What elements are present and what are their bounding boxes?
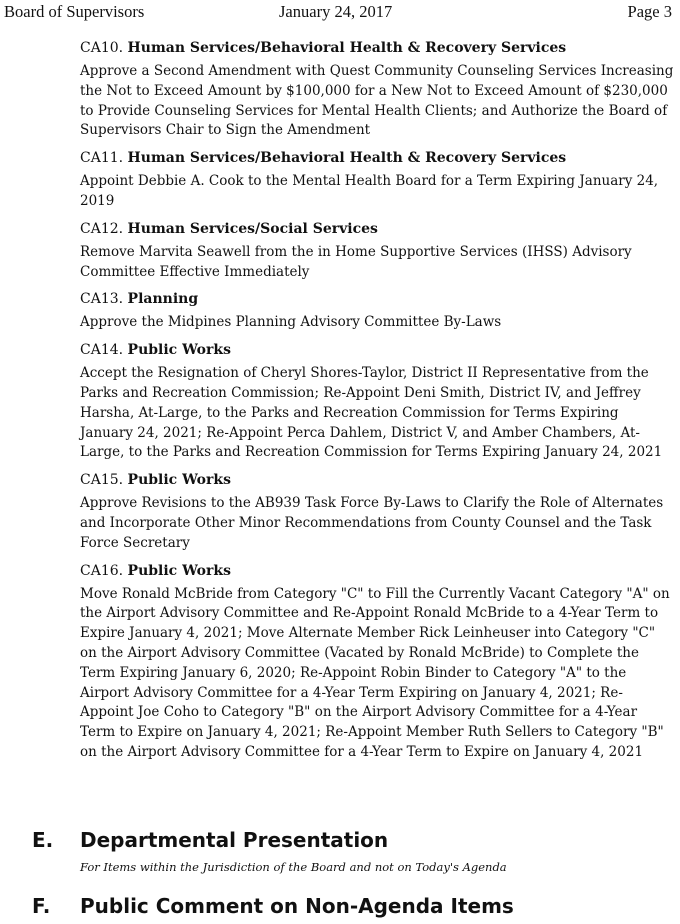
agenda-item-department: Human Services/Behavioral Health & Recovery Services (127, 40, 567, 56)
agenda-item-code: CA13. (80, 291, 124, 308)
agenda-item-code: CA10. (80, 40, 124, 56)
section-letter: E. (32, 828, 54, 852)
agenda-item-code: CA16. (80, 562, 124, 579)
agenda-item-description: Accept the Resignation of Cheryl Shores-Taylor, District II Representative from the Parks and Recreation Commission; Re-Appoint Deni Smith, District IV, and Jeffrey Harsha, At-Large, to the Parks and Recreation Commission for Terms Expiring January 24, 2021; Re-Appoint Perca Dahlem, District V, and Amber Chambers, At-Large, to the Parks and Recreation Commission for Terms Expiring January 24, 2021 (80, 365, 663, 461)
consent-agenda-items (80, 38, 674, 770)
agenda-item-ca15 (80, 470, 674, 553)
agenda-item-heading (80, 561, 674, 581)
agenda-item-code: CA14. (80, 342, 124, 359)
agenda-item-department: Planning (127, 291, 199, 308)
section-subtitle: For Items within the Jurisdiction of the Board and not on Today's Agenda (80, 860, 507, 874)
agenda-item-department: Human Services/Social Services (127, 220, 378, 237)
agenda-item-heading (80, 219, 674, 239)
agenda-item-description: Approve a Second Amendment with Quest Community Counseling Services Increasing the Not to Exceed Amount by $100,000 for a New Not to Exceed Amount of $230,000 to Provide Counseling Services for Mental Health Clients; and Authorize the Board of Supervisors Chair to Sign the Amendment (80, 63, 674, 139)
agenda-item-description: Remove Marvita Seawell from the in Home Supportive Services (IHSS) Advisory Committee Effective Immediately (80, 243, 632, 280)
agenda-item-department: Public Works (127, 472, 231, 489)
agenda-item-description: Approve the Midpines Planning Advisory Committee By-Laws (80, 314, 502, 331)
page-header (4, 2, 672, 24)
header-date: January 24, 2017 (279, 2, 393, 21)
agenda-item-ca11 (80, 148, 674, 212)
agenda-item-heading (80, 470, 674, 490)
agenda-item-ca13 (80, 289, 674, 333)
agenda-item-ca16 (80, 561, 674, 763)
header-page-number: Page 3 (627, 2, 672, 21)
agenda-item-code: CA15. (80, 472, 124, 489)
agenda-item-description: Appoint Debbie A. Cook to the Mental Health Board for a Term Expiring January 24, 2019 (80, 173, 659, 209)
section-title: Departmental Presentation (80, 828, 389, 852)
agenda-item-code: CA12. (80, 220, 124, 237)
agenda-item-department: Human Services/Behavioral Health & Recovery Services (127, 150, 567, 167)
agenda-item-heading (80, 148, 674, 168)
agenda-item-department: Public Works (127, 342, 231, 359)
section-title: Public Comment on Non-Agenda Items (80, 894, 514, 918)
agenda-item-heading (80, 340, 674, 360)
agenda-item-description: Approve Revisions to the AB939 Task Force By-Laws to Clarify the Role of Alternates and Incorporate Other Minor Recommendations from County Counsel and the Task Force Secretary (80, 495, 664, 551)
agenda-item-ca10 (80, 38, 674, 141)
agenda-item-department: Public Works (127, 562, 231, 579)
agenda-item-heading (80, 289, 674, 309)
agenda-item-ca12 (80, 219, 674, 283)
header-board-name: Board of Supervisors (4, 2, 145, 21)
section-letter: F. (32, 894, 51, 918)
agenda-item-ca14 (80, 340, 674, 463)
agenda-item-heading (80, 38, 674, 58)
agenda-item-description: Move Ronald McBride from Category "C" to Fill the Currently Vacant Category "A" on the Airport Advisory Committee and Re-Appoint Ronald McBride to a 4-Year Term to Expire January 4, 2021; Move Alternate Member Rick Leinheuser into Category "C" on the Airport Advisory Committee (Vacated by Ronald McBride) to Complete the Term Expiring January 6, 2020; Re-Appoint Robin Binder to Category "A" to the Airport Advisory Committee for a 4-Year Term Expiring on January 4, 2021; Re-Appoint Joe Coho to Category "B" on the Airport Advisory Committee for a 4-Year Term to Expire on January 4, 2021; Re-Appoint Member Ruth Sellers to Category "B" on the Airport Advisory Committee for a 4-Year Term to Expire on January 4, 2021 (80, 585, 670, 760)
agenda-item-code: CA11. (80, 150, 124, 167)
